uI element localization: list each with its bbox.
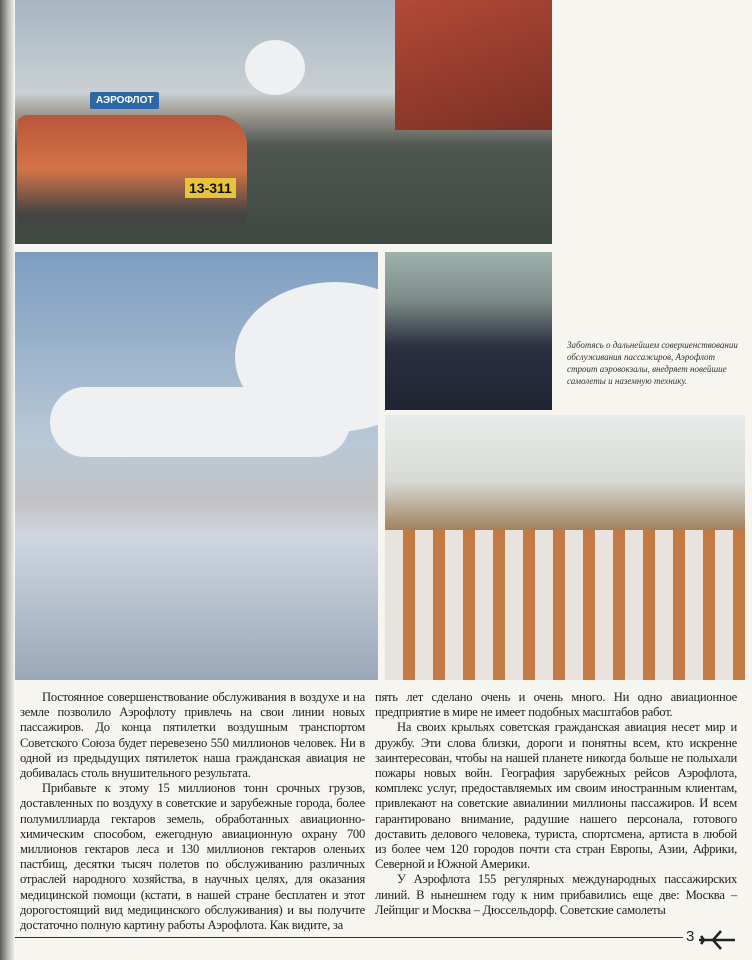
page-binding-edge xyxy=(0,0,14,960)
page-number: 3 xyxy=(686,928,695,945)
photo-caption: Заботясь о дальнейшем совершенствовании обслуживания пассажиров, Аэрофлот строит аэровокзалы, внедряет новейшие самолеты и наземную технику. xyxy=(567,340,738,386)
airplane-icon xyxy=(699,930,735,950)
photo-aircraft-on-apron xyxy=(15,252,378,680)
text-column-right xyxy=(375,690,737,918)
taxi-sign: АЭРОФЛОТ xyxy=(90,92,159,109)
photo-flight-crew xyxy=(385,252,552,410)
taxi-number: 13-311 xyxy=(185,178,236,198)
passenger-seats xyxy=(385,530,745,680)
photo-cabin-interior xyxy=(385,415,745,680)
airplane-front xyxy=(245,40,305,95)
text-column-left xyxy=(20,690,365,933)
paragraph: У Аэрофлота 155 регулярных международных пассажирских линий. В нынешнем году к ним прибавились еще две: Москва – Лейпциг и Москва – Дюссельдорф. Советские самолеты xyxy=(375,872,737,917)
footer-rule xyxy=(15,937,683,938)
paragraph: Постоянное совершенствование обслуживания в воздухе и на земле позволило Аэрофлоту привлечь на свои линии новых пассажиров. До конца пятилетки воздушным транспортом Советского Союза будет перевезено 550 миллионов человек. Ни в одной из предыдущих пятилеток наша гражданская авиация не добивалась столь внушительного результата. xyxy=(20,690,365,781)
airplane-fuselage xyxy=(50,387,350,457)
boarding-stairs xyxy=(395,0,552,130)
paragraph: На своих крыльях советская гражданская авиация несет мир и дружбу. Эти слова близки, дороги и понятны всем, кто искренне заинтересован, чтобы на нашей планете никогда больше не полыхали пожары новых войн. География зарубежных рейсов Аэрофлота, комплекс услуг, предоставляемых им своим иностранным клиентам, привлекают на советские авиалинии миллионы пассажиров. И всем гарантировано внимание, радушие нашего персонала, готового доставить делового человека, туриста, спортсмена, артиста в любой из более чем 120 городов почти ста стран Европы, Азии, Африки, Северной и Южной Америки. xyxy=(375,720,737,872)
taxi-car xyxy=(17,115,247,225)
photo-airport-taxi xyxy=(15,0,552,244)
paragraph: пять лет сделано очень и очень много. Ни одно авиационное предприятие в мире не имеет подобных масштабов работ. xyxy=(375,690,737,720)
paragraph: Прибавьте к этому 15 миллионов тонн срочных грузов, доставленных по воздуху в советские и зарубежные города, более полумиллиарда гектаров земель, обработанных авиационно-химическим способом, ежегодную авиационную охрану 700 миллионов гектаров леса и 130 миллионов гектаров оленьих пастбищ, десятки тысяч полетов по обслуживанию различных отраслей народного хозяйства, в научных целях, для оказания медицинской помощи (кстати, в нашей стране бесплатен и этот дорогостоящий вид медицинского обслуживания) и вы получите достаточно полную картину работы Аэрофлота. Как видите, за xyxy=(20,781,365,933)
